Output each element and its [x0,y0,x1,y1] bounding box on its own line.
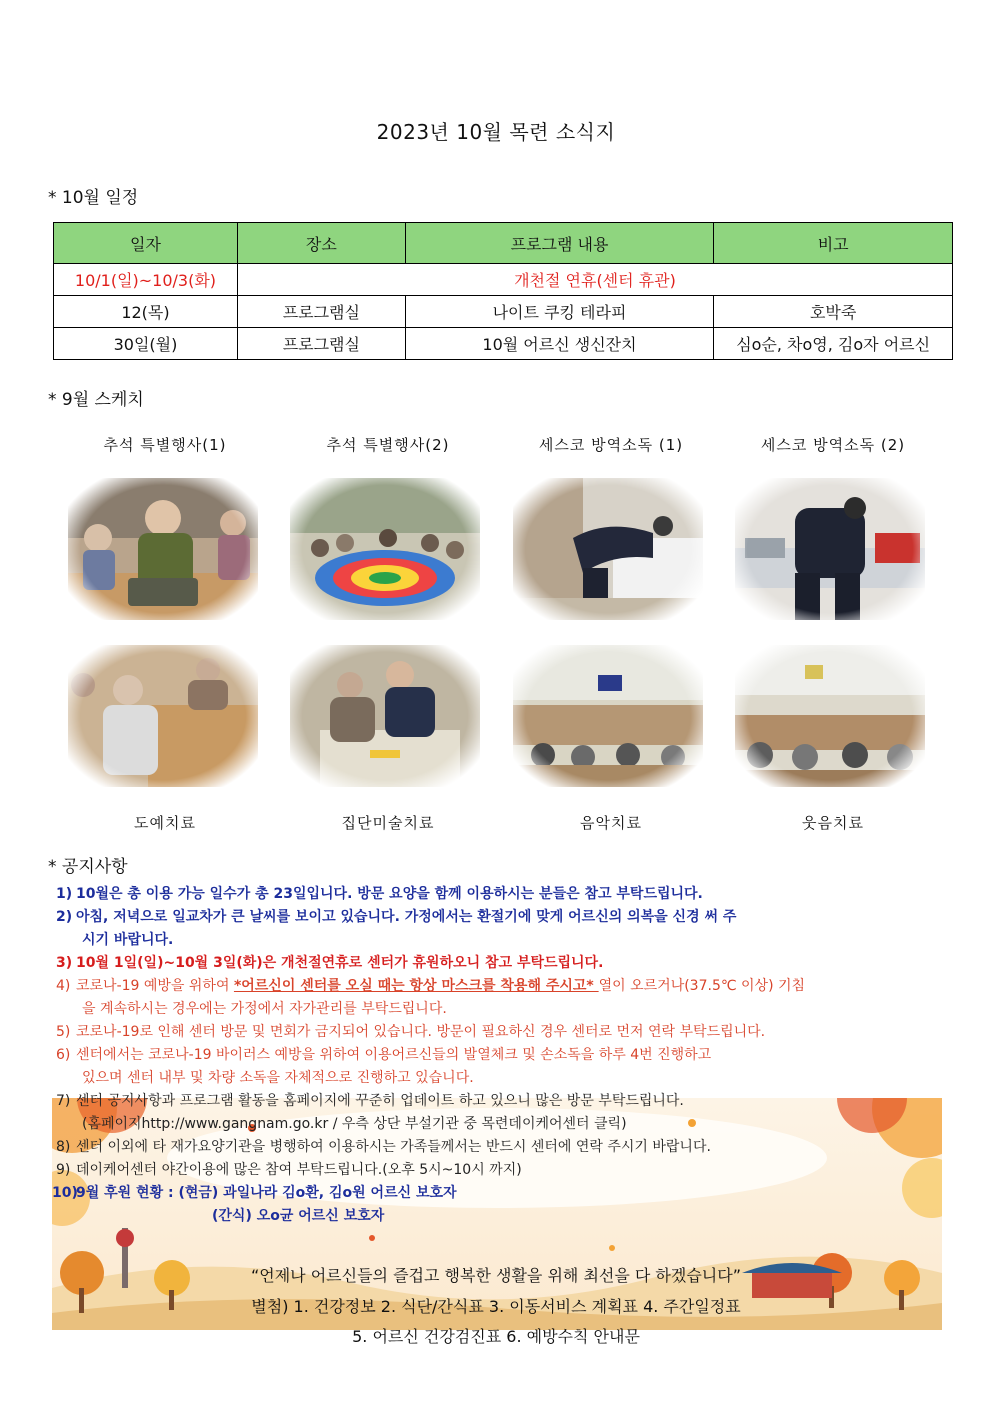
notice-text: 아침, 저녁으로 일교차가 큰 날씨를 보이고 있습니다. 가정에서는 환절기에 맞게 어르신의 의복을 신경 써 주 [76,909,737,925]
photo-caption: 웃음치료 [802,814,864,832]
closing-quote: “언제나 어르신들의 즐겁고 행복한 생활을 위해 최선을 다 하겠습니다” [250,1266,742,1285]
notice-item [52,906,952,929]
schedule-row [54,296,953,328]
notice-continuation: 시기 바랍니다. [82,932,174,948]
notice-number: 9) [56,1162,71,1178]
row-place: 프로그램실 [237,328,405,360]
row-date: 30일(월) [54,328,238,360]
notice-item [52,1044,952,1067]
newsletter-title: 2023년 10월 목련 소식지 [376,120,616,144]
photo-group-art [290,645,480,787]
photo-cesco-1 [513,478,703,620]
notice-item [52,1136,952,1159]
notice-item [52,1159,952,1182]
notice-text: 코로나-19로 인해 센터 방문 및 면회가 금지되어 있습니다. 방문이 필요하신 경우 센터로 먼저 연락 부탁드립니다. [76,1024,766,1040]
notice-text: 센터에서는 코로나-19 바이러스 예방을 위하여 이용어르신들의 발열체크 및 손소독을 하루 4번 진행하고 [76,1047,712,1063]
photo-chuseok-2 [290,478,480,620]
notice-heading: * 공지사항 [48,857,128,877]
attachments-line-1: 별첨) 1. 건강정보 2. 식단/간식표 3. 이동서비스 계획표 4. 주간일정표 [251,1297,741,1316]
notice-continuation: 을 계속하시는 경우에는 가정에서 자가관리를 부탁드립니다. [82,1001,447,1017]
photo-caption: 도예치료 [134,814,196,832]
photo-music [513,645,703,787]
schedule-header-row [54,223,953,264]
notice-text: 9월 후원 현황 : (현금) 과일나라 김o환, 김o원 어르신 보호자 [76,1185,457,1201]
notice-continuation: (간식) 오o균 어르신 보호자 [212,1208,385,1224]
notice-number: 6) [56,1047,71,1063]
notice-number: 2) [56,909,73,925]
header-date: 일자 [54,223,238,264]
notice-item [52,883,952,906]
header-place: 장소 [237,223,405,264]
notice-number: 1) [56,886,73,902]
notice-number: 3) [56,955,73,971]
photo-caption: 추석 특별행사(2) [326,436,450,454]
notice-text: 코로나-19 예방을 위하여 [76,978,234,994]
notice-item [52,1021,952,1044]
row-place: 프로그램실 [237,296,405,328]
photo-caption: 음악치료 [580,814,642,832]
photo-cesco-2 [735,478,925,620]
row-program: 나이트 쿠킹 테라피 [405,296,714,328]
photo-caption: 추석 특별행사(1) [103,436,227,454]
schedule-heading: * 10월 일정 [48,188,139,208]
notice-text: 10월 1일(일)~10월 3일(화)은 개천절연휴로 센터가 휴원하오니 참고 부탁드립니다. [76,955,604,971]
notice-number: 10) [52,1185,78,1201]
holiday-text: 개천절 연휴(센터 휴관) [237,264,952,296]
photo-caption: 집단미술치료 [341,814,435,832]
notice-text: 센터 공지사항과 프로그램 활동을 홈페이지에 꾸준히 업데이트 하고 있으니 많은 방문 부탁드립니다. [76,1093,684,1109]
notice-continuation: (홈페이지http://www.gangnam.go.kr / 우측 상단 부설기관 중 목련데이케어센터 클릭) [82,1116,627,1132]
notice-item [52,1090,952,1113]
photo-ceramics [68,645,258,787]
notice-number: 7) [56,1093,71,1109]
notice-number: 4) [56,978,71,994]
notice-list [52,883,952,1228]
schedule-table [53,222,953,360]
sketch-heading: * 9월 스케치 [48,390,144,410]
notice-text: 데이케어센터 야간이용에 많은 참여 부탁드립니다.(오후 5시~10시 까지) [76,1162,522,1178]
attachments-line-2: 5. 어르신 건강검진표 6. 예방수칙 안내문 [352,1327,640,1346]
row-date: 12(목) [54,296,238,328]
row-program: 10월 어르신 생신잔치 [405,328,714,360]
notice-continuation: 있으며 센터 내부 및 차량 소독을 자체적으로 진행하고 있습니다. [82,1070,474,1086]
notice-number: 5) [56,1024,71,1040]
photo-caption: 세스코 방역소독 (1) [538,436,684,454]
notice-emphasis: *어르신이 센터를 오실 때는 항상 마스크를 착용해 주시고* [233,978,599,994]
photo-chuseok-1 [68,478,258,620]
photo-laughter [735,645,925,787]
schedule-row [54,328,953,360]
photo-caption: 세스코 방역소독 (2) [760,436,906,454]
notice-text: 센터 이외에 타 재가요양기관을 병행하여 이용하시는 가족들께서는 반드시 센터에 연락 주시기 바랍니다. [76,1139,711,1155]
row-note: 호박죽 [714,296,953,328]
header-program: 프로그램 내용 [405,223,714,264]
notice-item [52,975,952,998]
header-note: 비고 [714,223,953,264]
holiday-date: 10/1(일)~10/3(화) [54,264,238,296]
schedule-row-holiday [54,264,953,296]
row-note: 심o순, 차o영, 김o자 어르신 [714,328,953,360]
notice-item [52,952,952,975]
notice-item [52,1182,952,1205]
notice-text: 열이 오르거나(37.5℃ 이상) 기침 [598,978,806,994]
notice-text: 10월은 총 이용 가능 일수가 총 23일입니다. 방문 요양을 함께 이용하시는 분들은 참고 부탁드립니다. [76,886,703,902]
notice-number: 8) [56,1139,71,1155]
